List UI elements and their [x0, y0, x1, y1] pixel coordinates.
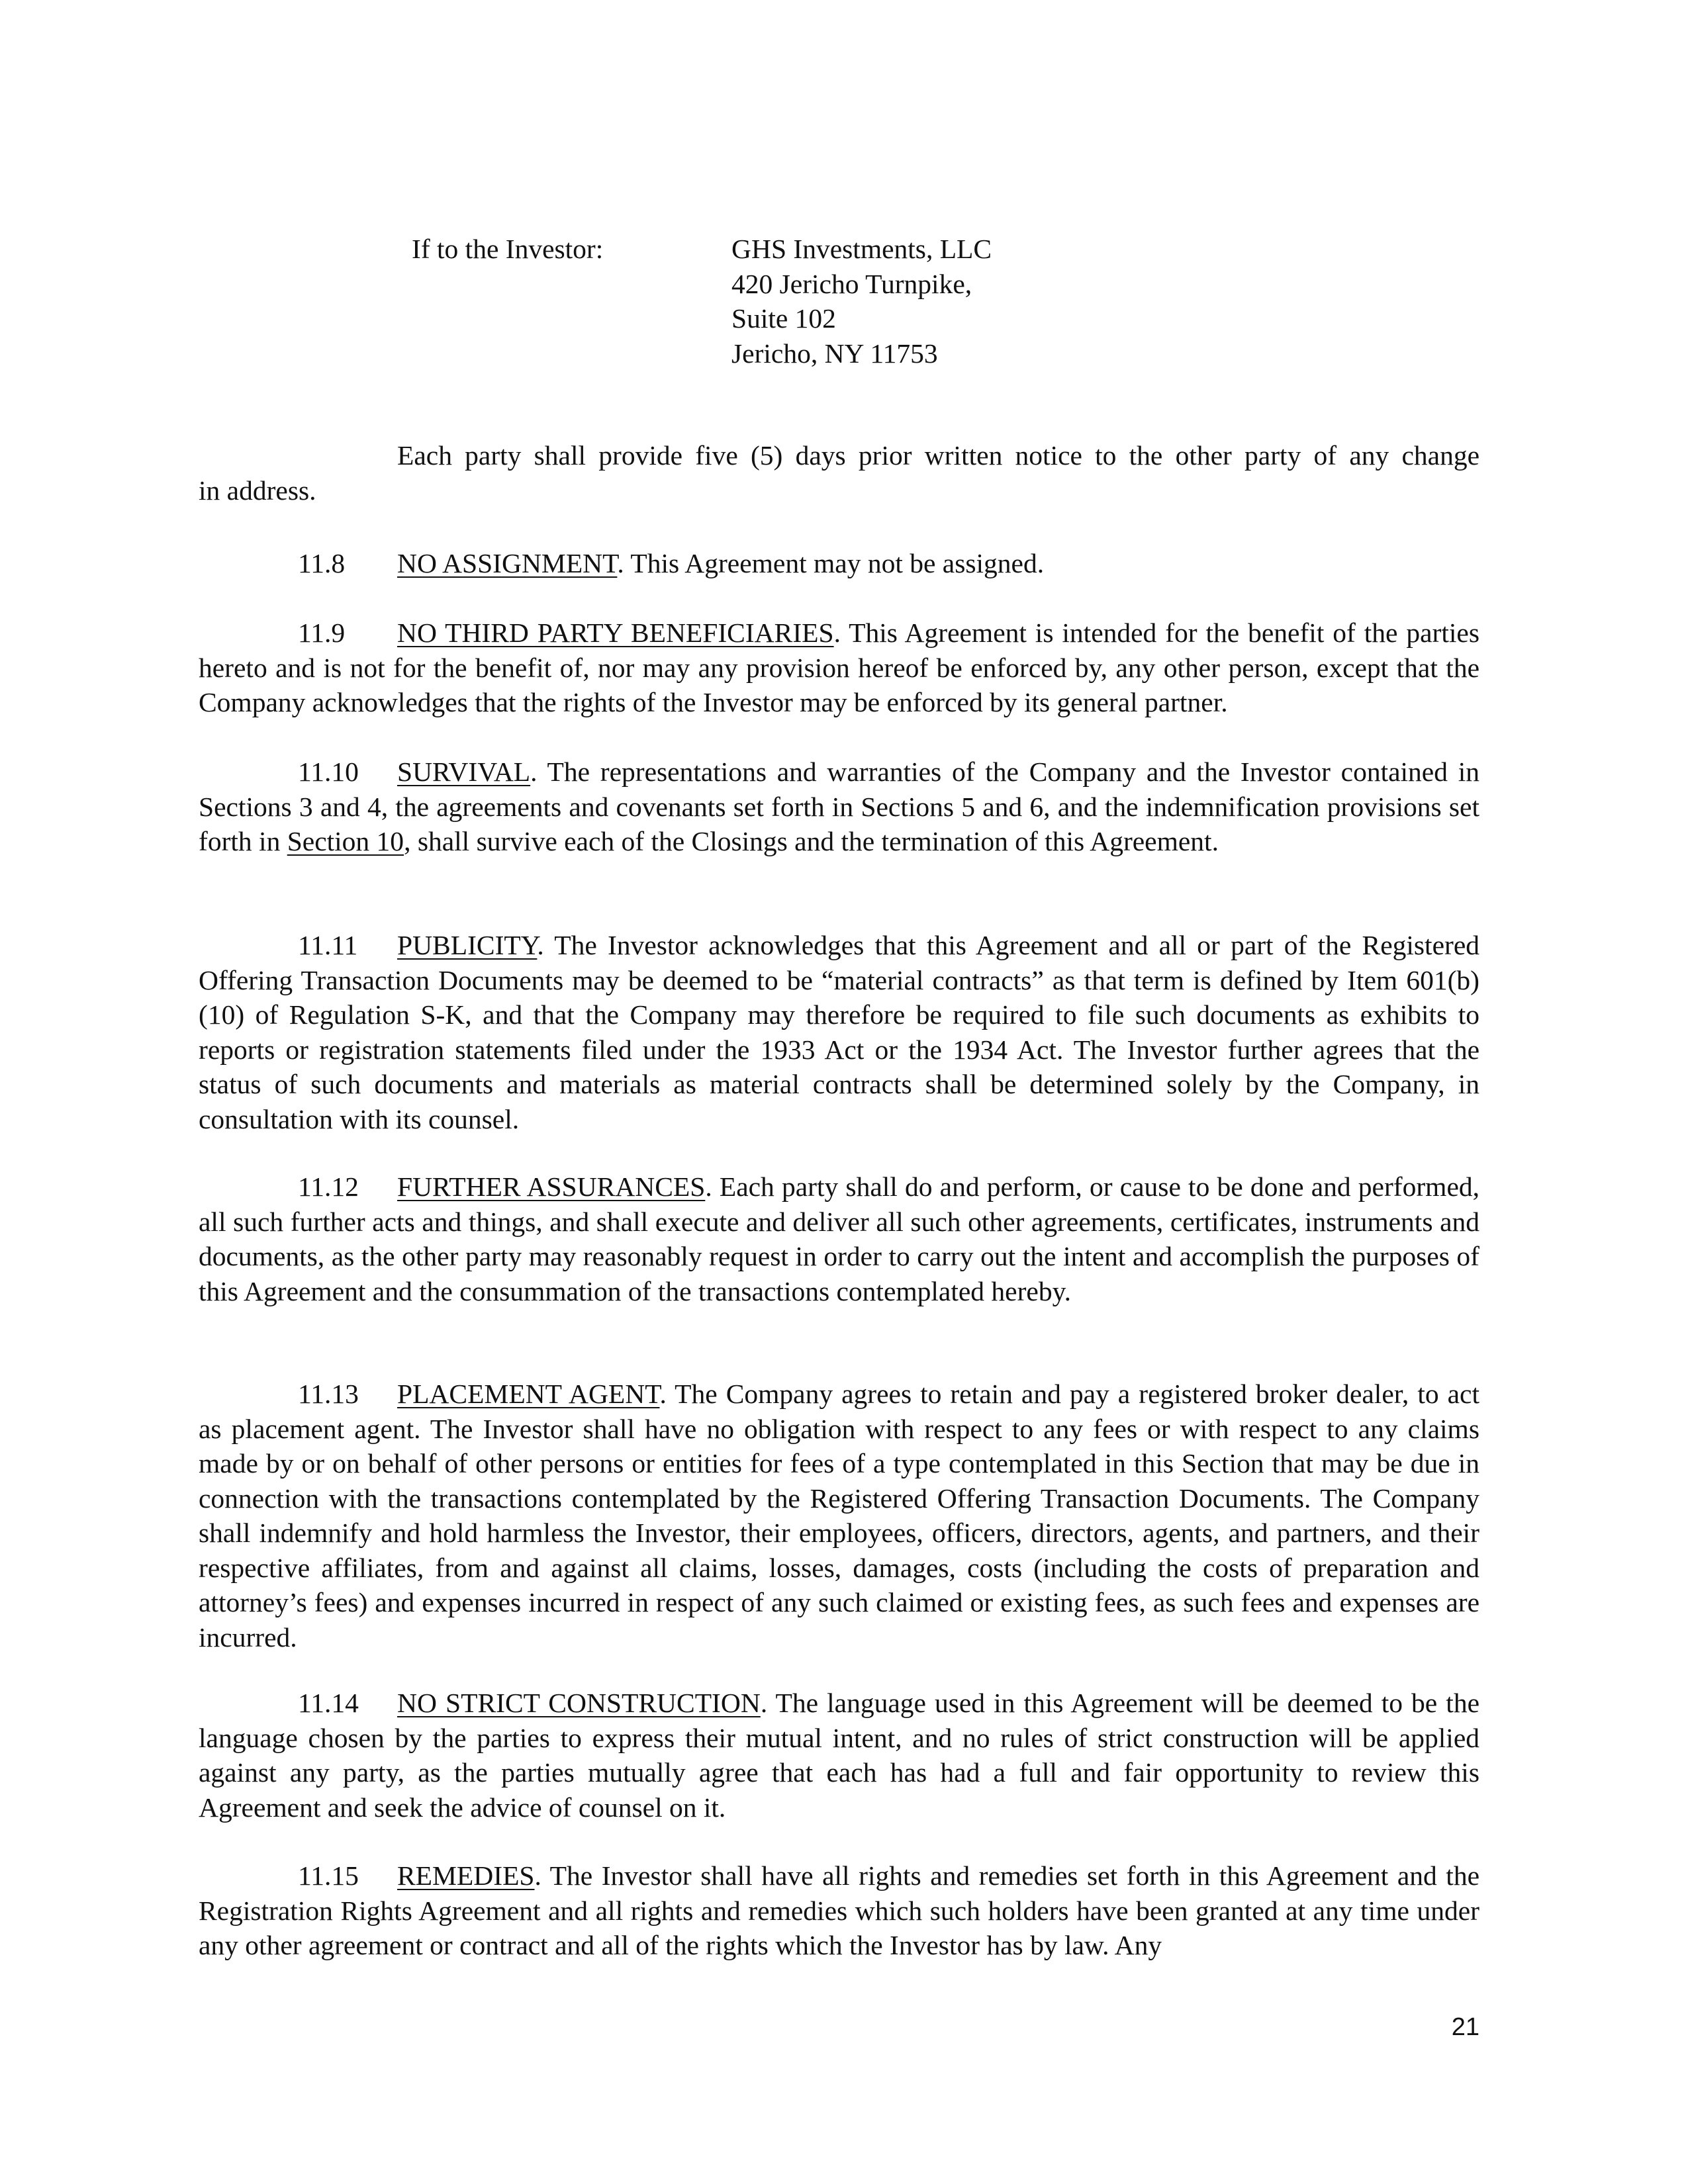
section-body: . The representations and warranties of the Company and the Investor contained in Sections 3 and 4, the agreements and covenants set forth in Sections 5 and 6, and the indemnification provisions set forth in: [199, 756, 1479, 856]
section-number: 11.14: [298, 1688, 359, 1718]
section-11-14: [199, 1686, 1479, 1825]
section-number: 11.8: [298, 548, 346, 578]
section-11-15: [199, 1858, 1479, 1963]
section-11-13: [199, 1377, 1479, 1655]
section-number: 11.9: [298, 617, 346, 648]
page-number: 21: [1451, 2013, 1479, 2041]
section-body: . Each party shall do and perform, or cause to be done and performed, all such further acts and things, and shall execute and deliver all such other agreements, certificates, instruments and documents, as the other party may reasonably request in order to carry out the intent and accomplish the purposes of this Agreement and the consummation of the transactions contemplated hereby.: [199, 1171, 1479, 1306]
notice-label: If to the Investor:: [412, 234, 604, 264]
section-number: 11.11: [298, 930, 358, 960]
section-heading: REMEDIES: [397, 1860, 535, 1891]
section-number: 11.15: [298, 1860, 359, 1891]
investor-address: [731, 232, 992, 371]
section-body: . The Investor acknowledges that this Agreement and all or part of the Registered Offering Transaction Documents may be deemed to be “material contracts” as that term is defined by Item 601(b)(10) of Regulation S-K, and that the Company may therefore be required to file such documents as exhibits to reports or registration statements filed under the 1933 Act or the 1934 Act. The Investor further agrees that the status of such documents and materials as material contracts shall be determined solely by the Company, in consultation with its counsel.: [199, 930, 1479, 1134]
section-11-12: [199, 1169, 1479, 1308]
section-11-11: [199, 928, 1479, 1136]
section-number: 11.10: [298, 756, 359, 787]
section-11-9: [199, 615, 1479, 720]
section-10-reference: Section 10: [287, 826, 404, 856]
address-line: Jericho, NY 11753: [731, 338, 938, 369]
section-body: . The language used in this Agreement will be deemed to be the language chosen by the parties to express their mutual intent, and no rules of strict construction will be applied against any party, as the parties mutually agree that each has had a full and fair opportunity to review this Agreement and seek the advice of counsel on it.: [199, 1688, 1480, 1823]
section-heading: SURVIVAL: [397, 756, 531, 787]
address-change-line-2: in address.: [199, 475, 316, 506]
address-change-paragraph: [199, 438, 1479, 508]
section-body: . This Agreement is intended for the benefit of the parties hereto and is not for the benefit of, nor may any provision hereof be enforced by, any other person, except that the Company acknowledges that the rights of the Investor may be enforced by its general partner.: [199, 617, 1479, 717]
address-line: 420 Jericho Turnpike,: [731, 268, 972, 299]
address-line: GHS Investments, LLC: [731, 234, 992, 264]
section-heading: PLACEMENT AGENT: [397, 1379, 660, 1409]
section-heading: NO STRICT CONSTRUCTION: [397, 1688, 761, 1718]
section-11-10: [199, 754, 1479, 859]
section-number: 11.13: [298, 1379, 359, 1409]
section-body-continued: , shall survive each of the Closings and the termination of this Agreement.: [404, 826, 1219, 856]
section-body: . The Company agrees to retain and pay a registered broker dealer, to act as placement agent. The Investor shall have no obligation with respect to any fees or with respect to any claims made by or on behalf of other persons or entities for fees of a type contemplated in this Section that may be due in connection with the transactions contemplated by the Registered Offering Transaction Documents. The Company shall indemnify and hold harmless the Investor, their employees, officers, directors, agents, and partners, and their respective affiliates, from and against all claims, losses, damages, costs (including the costs of preparation and attorney’s fees) and expenses incurred in respect of any such claimed or existing fees, as such fees and expenses are incurred.: [199, 1379, 1479, 1653]
section-heading: PUBLICITY: [397, 930, 538, 960]
address-line: Suite 102: [731, 303, 836, 334]
section-heading: NO THIRD PARTY BENEFICIARIES: [397, 617, 834, 648]
section-body: . The Investor shall have all rights and remedies set forth in this Agreement and the Registration Rights Agreement and all rights and remedies which such holders have been granted at any time under any other agreement or contract and all of the rights which the Investor has by law. Any: [199, 1860, 1479, 1960]
section-heading: FURTHER ASSURANCES: [397, 1171, 706, 1202]
section-heading: NO ASSIGNMENT: [397, 548, 618, 578]
section-11-8: [199, 546, 1479, 581]
section-number: 11.12: [298, 1171, 359, 1202]
section-body: . This Agreement may not be assigned.: [617, 548, 1045, 578]
address-change-line-1: Each party shall provide five (5) days prior written notice to the other party of any change: [397, 440, 1479, 471]
